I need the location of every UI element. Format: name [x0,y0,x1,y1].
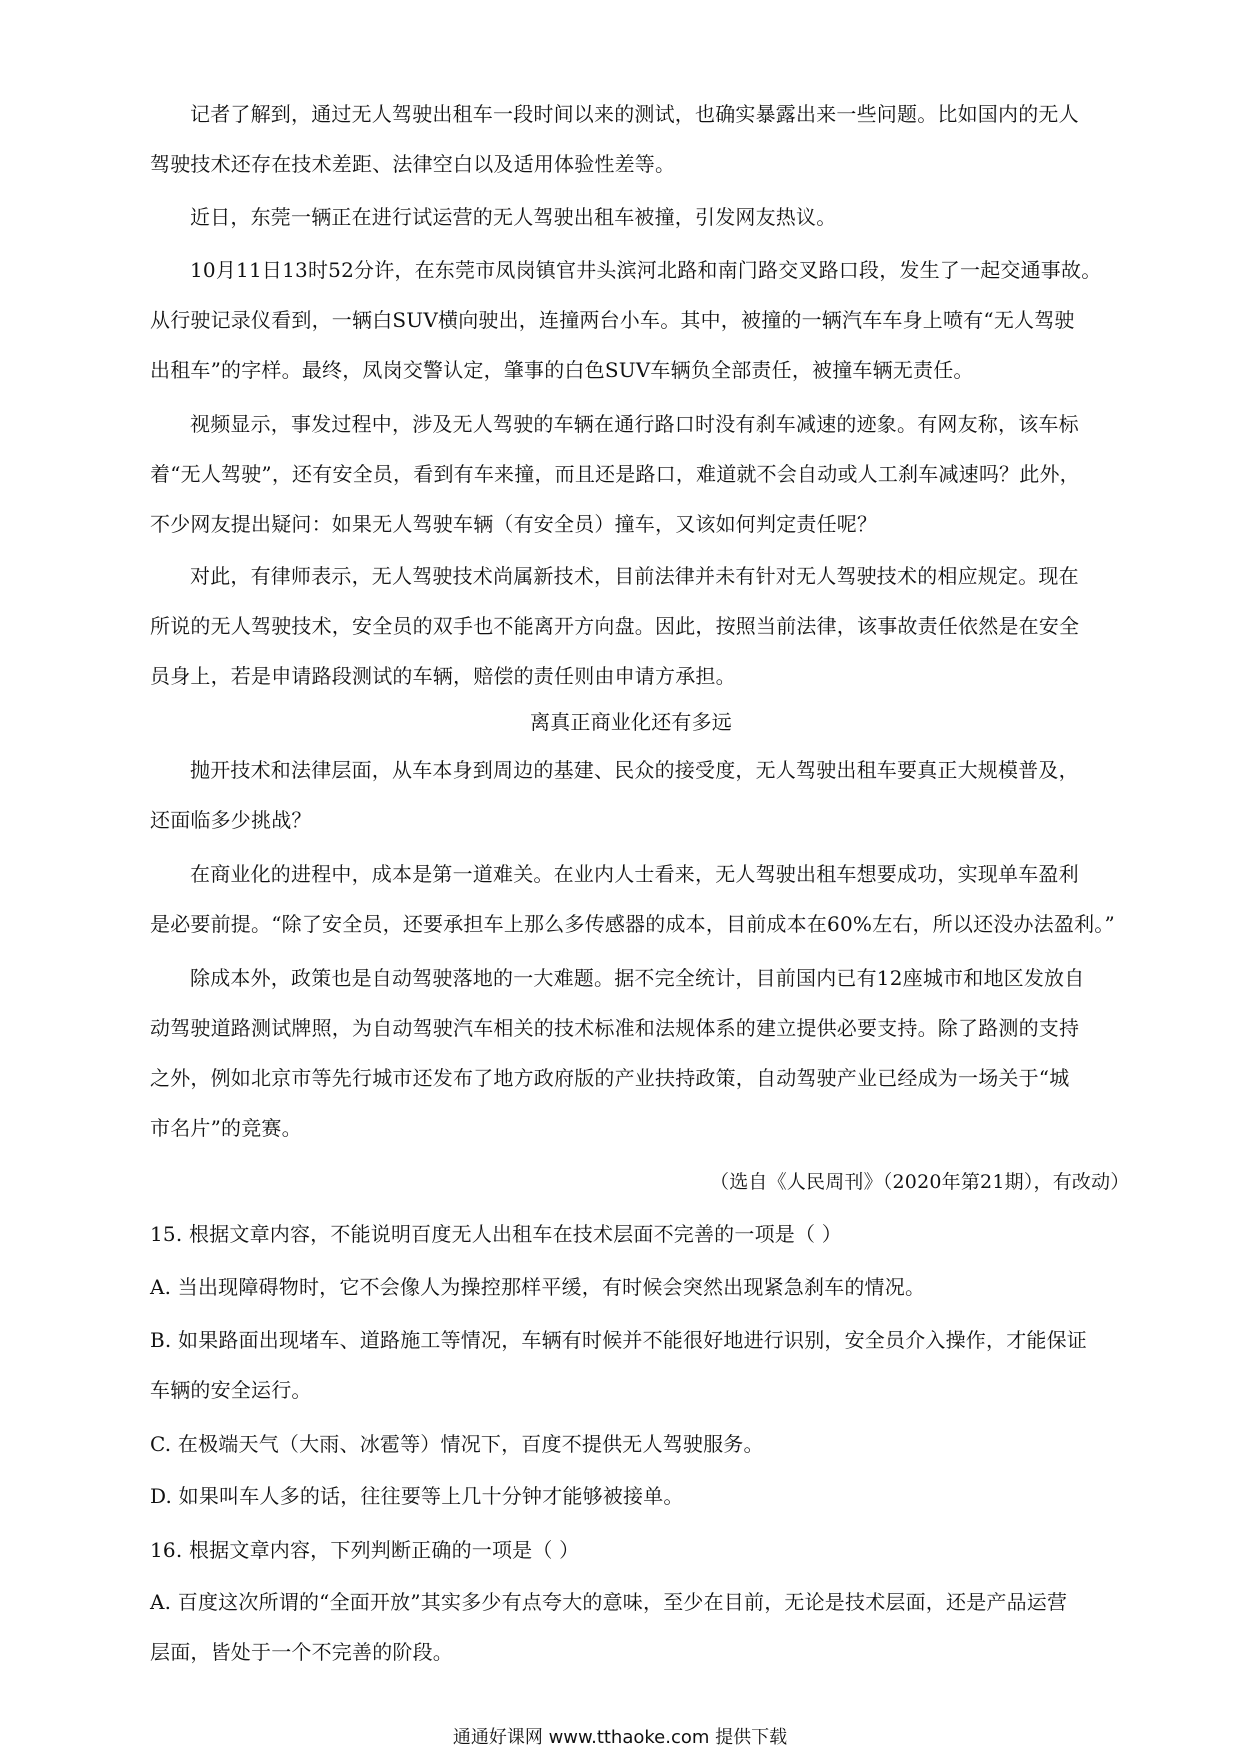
article-p6-line1: 抛开技术和法律层面，从车本身到周边的基建、民众的接受度，无人驾驶出租车要真正大规模普及， [190,758,1079,782]
article-p2-line1: 近日，东莞一辆正在进行试运营的无人驾驶出租车被撞，引发网友热议。 [190,205,837,229]
article-p4-line1: 视频显示，事发过程中，涉及无人驾驶的车辆在通行路口时没有刹车减速的迹象。有网友称，该车标 [190,412,1079,436]
article-p8-line2: 动驾驶道路测试牌照，为自动驾驶汽车相关的技术标准和法规体系的建立提供必要支持。除了路测的支持 [150,1016,1080,1040]
article-source-citation: （选自《人民周刊》（2020年第21期），有改动） [710,1171,1130,1193]
article-p1-line1: 记者了解到，通过无人驾驶出租车一段时间以来的测试，也确实暴露出来一些问题。比如国内的无人 [190,102,1079,126]
question-16-option-a-line2: 层面，皆处于一个不完善的阶段。 [150,1640,453,1664]
question-15-option-d: D. 如果叫车人多的话，往往要等上几十分钟才能够被接单。 [150,1484,684,1508]
article-p5-line3: 员身上，若是申请路段测试的车辆，赔偿的责任则由申请方承担。 [150,664,736,688]
question-15-option-c: C. 在极端天气（大雨、冰雹等）情况下，百度不提供无人驾驶服务。 [150,1432,764,1456]
article-p4-line2: 着“无人驾驶”，还有安全员，看到有车来撞，而且还是路口，难道就不会自动或人工刹车减速吗？此外， [150,462,1080,486]
question-15-option-b-line2: 车辆的安全运行。 [150,1378,312,1402]
article-p7-line1: 在商业化的进程中，成本是第一道难关。在业内人士看来，无人驾驶出租车想要成功，实现单车盈利 [190,862,1079,886]
question-16-stem: 16. 根据文章内容，下列判断正确的一项是（ ） [150,1538,580,1562]
article-p5-line1: 对此，有律师表示，无人驾驶技术尚属新技术，目前法律并未有针对无人驾驶技术的相应规定。现在 [190,564,1079,588]
question-15-option-b-line1: B. 如果路面出现堵车、道路施工等情况，车辆有时候并不能很好地进行识别，安全员介入操作，才能保证 [150,1328,1088,1352]
article-p7-line2: 是必要前提。“除了安全员，还要承担车上那么多传感器的成本，目前成本在60%左右，所以还没办法盈利。” [150,912,1115,936]
article-p3-line2: 从行驶记录仪看到，一辆白SUV横向驶出，连撞两台小车。其中，被撞的一辆汽车车身上喷有“无人驾驶 [150,308,1075,332]
page-footer: 通通好课网 www.tthaoke.com 提供下载 [452,1727,788,1748]
article-p1-line2: 驾驶技术还存在技术差距、法律空白以及适用体验性差等。 [150,152,676,176]
article-p3-line1: 10月11日13时52分许，在东莞市凤岗镇官井头滨河北路和南门路交叉路口段，发生了一起交通事故。 [190,258,1102,282]
question-15-option-a: A. 当出现障碍物时，它不会像人为操控那样平缓，有时候会突然出现紧急刹车的情况。 [150,1275,926,1299]
question-15-stem: 15. 根据文章内容，不能说明百度无人出租车在技术层面不完善的一项是（ ） [150,1222,842,1246]
article-p8-line3: 之外，例如北京市等先行城市还发布了地方政府版的产业扶持政策，自动驾驶产业已经成为一场关于“城 [150,1066,1070,1090]
article-p6-line2: 还面临多少挑战？ [150,808,312,832]
article-p5-line2: 所说的无人驾驶技术，安全员的双手也不能离开方向盘。因此，按照当前法律，该事故责任依然是在安全 [150,614,1080,638]
article-p3-line3: 出租车”的字样。最终，凤岗交警认定，肇事的白色SUV车辆负全部责任，被撞车辆无责任。 [150,358,974,382]
article-p8-line4: 市名片”的竞赛。 [150,1116,302,1140]
article-p4-line3: 不少网友提出疑问：如果无人驾驶车辆（有安全员）撞车，又该如何判定责任呢？ [150,512,878,536]
question-16-option-a-line1: A. 百度这次所谓的“全面开放”其实多少有点夸大的意味，至少在目前，无论是技术层面，还是产品运营 [150,1590,1068,1614]
article-subheading: 离真正商业化还有多远 [530,710,732,734]
article-p8-line1: 除成本外，政策也是自动驾驶落地的一大难题。据不完全统计，目前国内已有12座城市和地区发放自 [190,966,1085,990]
